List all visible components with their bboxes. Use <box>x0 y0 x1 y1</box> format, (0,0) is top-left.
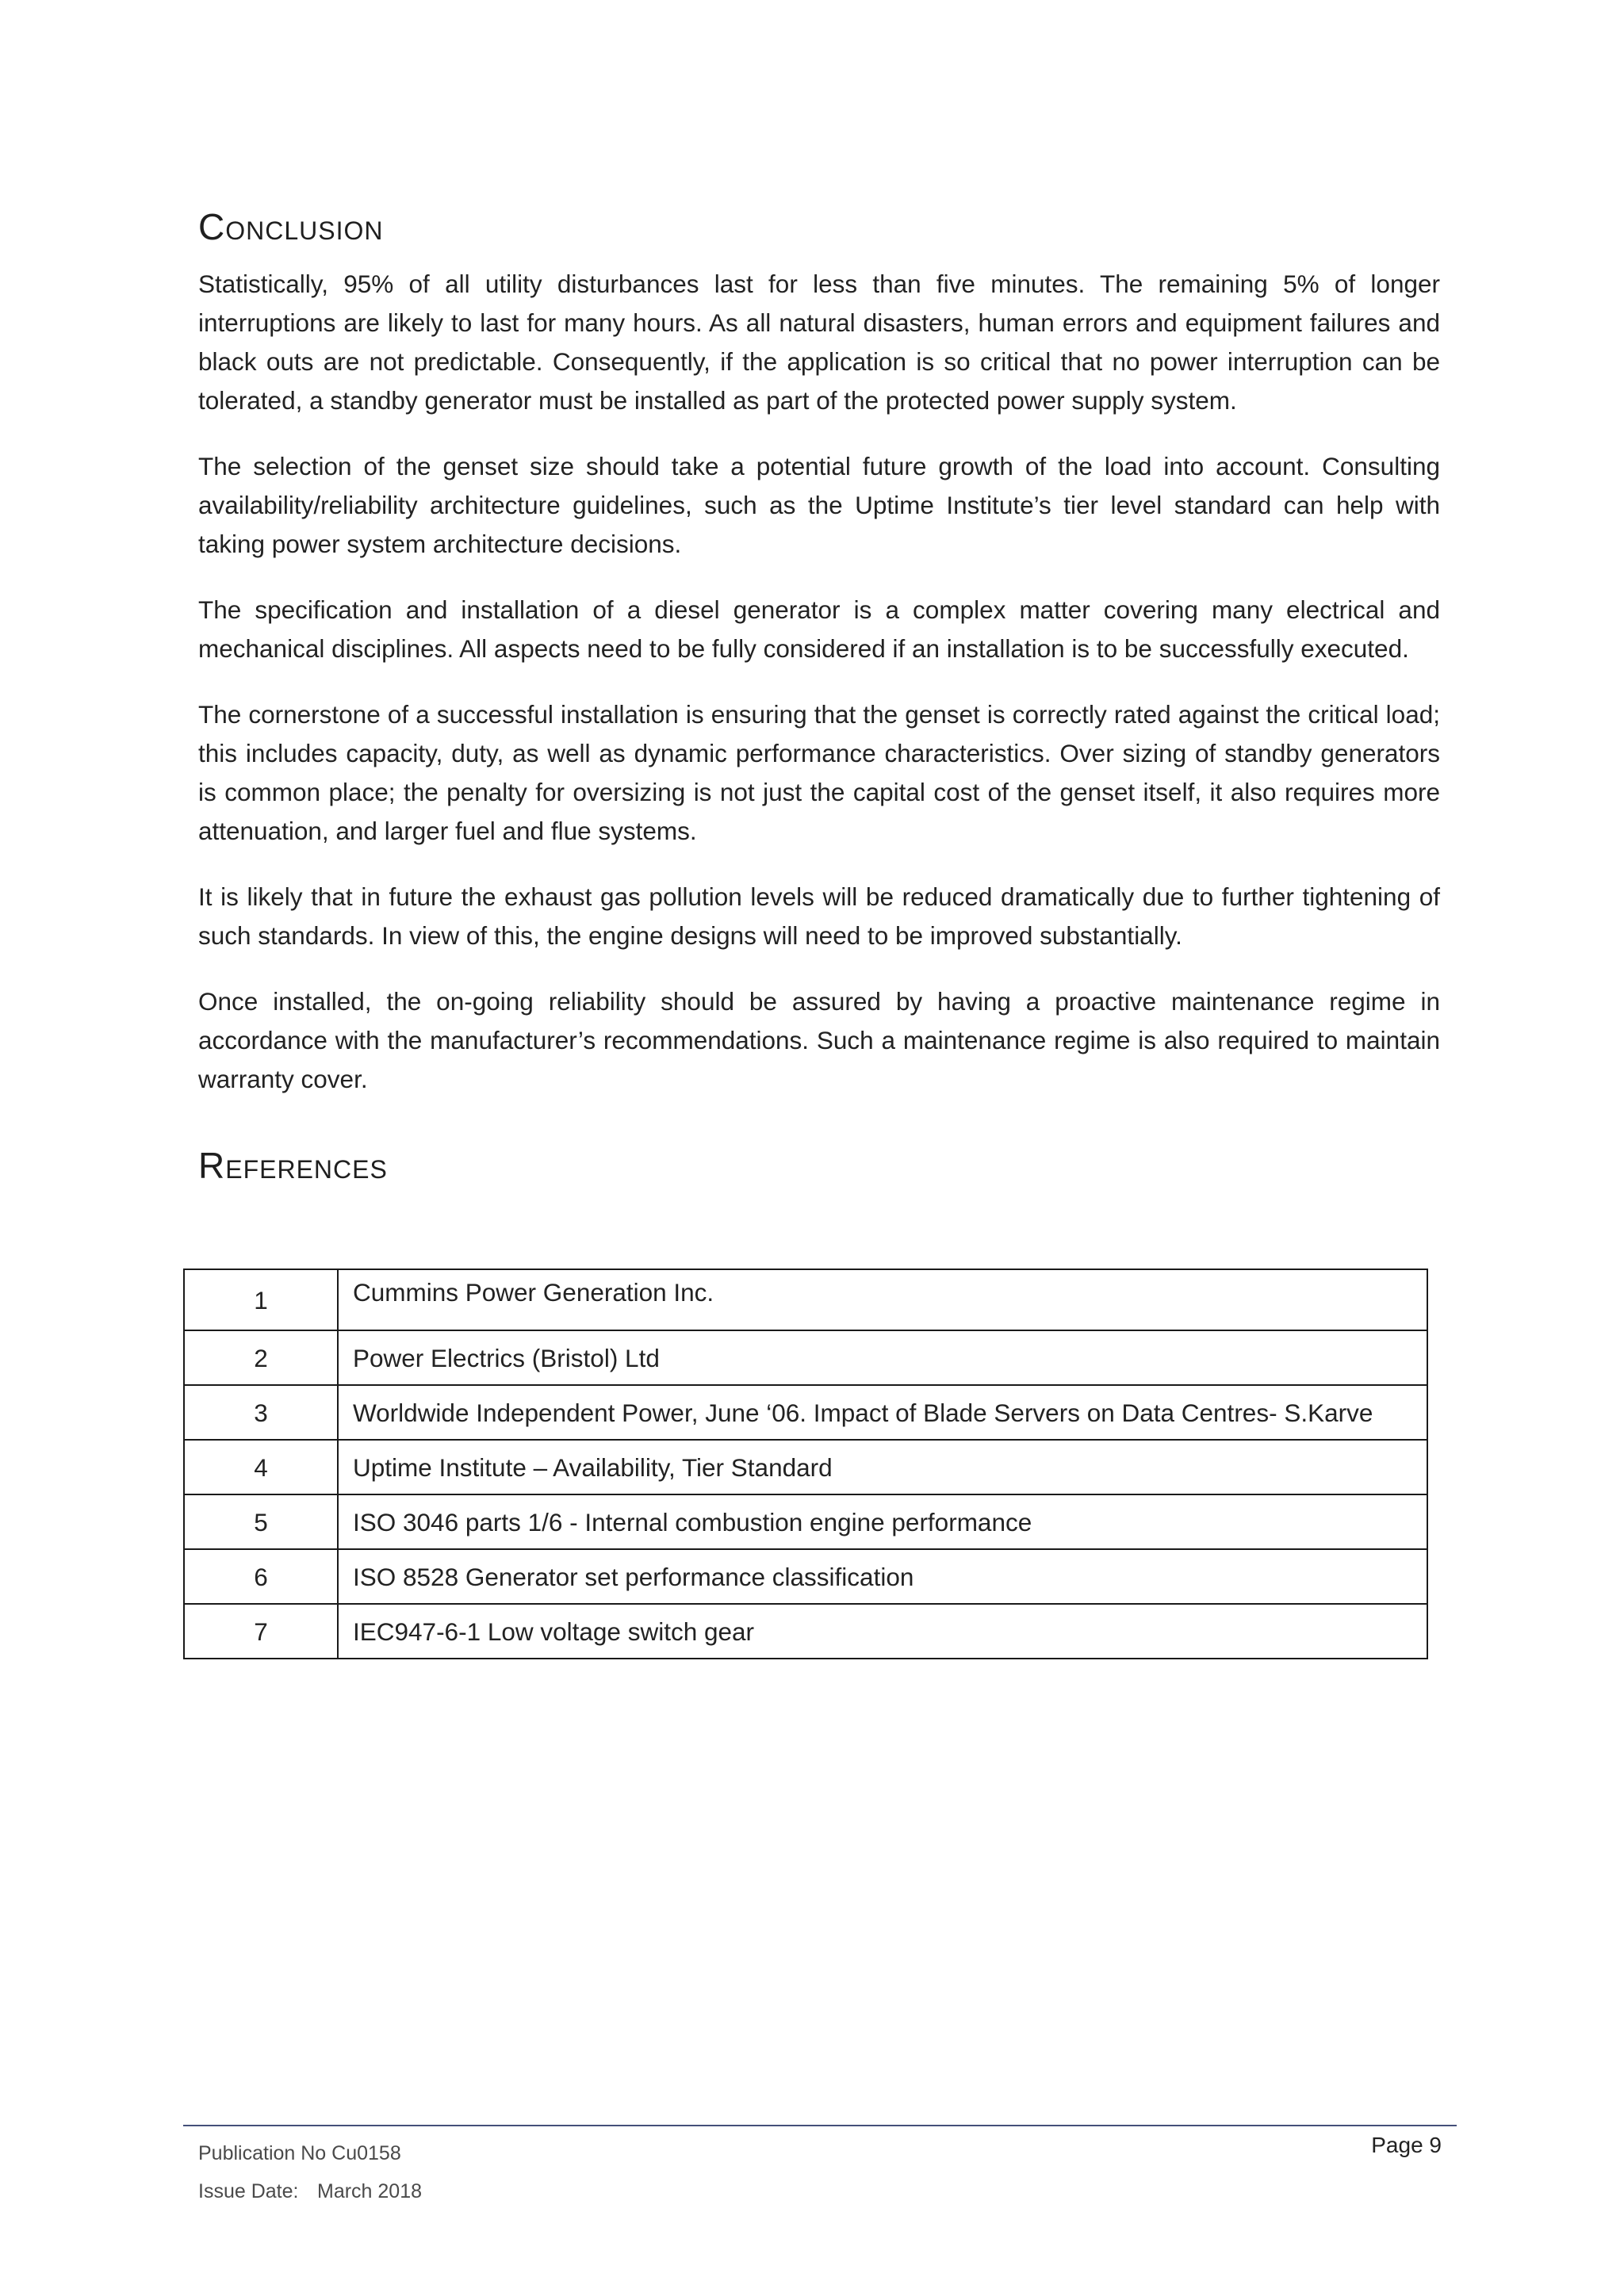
conclusion-paragraph: The specification and installation of a diesel generator is a complex matter covering many electrical and mechanical disciplines. All aspects need to be fully considered if an installation is to be successfully executed. <box>198 595 1440 663</box>
conclusion-paragraph: The cornerstone of a successful installation is ensuring that the genset is correctly rated against the critical load; this includes capacity, duty, as well as dynamic performance characteristics. Over sizing of standby generators is common place; the penalty for oversizing is not just the capital cost of the genset itself, it also requires more attenuation, and larger fuel and flue systems. <box>198 700 1440 845</box>
table-row <box>184 1604 1427 1659</box>
reference-number: 7 <box>184 1604 338 1659</box>
table-row <box>184 1385 1427 1440</box>
reference-text: Uptime Institute – Availability, Tier Standard <box>338 1440 1427 1494</box>
table-row <box>184 1549 1427 1604</box>
reference-number: 5 <box>184 1494 338 1549</box>
issue-date-value: March 2018 <box>317 2180 423 2202</box>
table-row <box>184 1440 1427 1494</box>
reference-text: Power Electrics (Bristol) Ltd <box>338 1330 1427 1385</box>
reference-number: 2 <box>184 1330 338 1385</box>
conclusion-paragraph: It is likely that in future the exhaust gas pollution levels will be reduced dramatically due to further tightening of such standards. In view of this, the engine designs will need to be improved substantially. <box>198 882 1440 950</box>
references-table <box>183 1269 1428 1659</box>
table-row <box>184 1330 1427 1385</box>
table-row <box>184 1494 1427 1549</box>
conclusion-body <box>198 265 1440 1126</box>
reference-number: 4 <box>184 1440 338 1494</box>
conclusion-heading: Conclusion <box>198 206 384 247</box>
page-number: Page 9 <box>1371 2133 1442 2157</box>
reference-text: Cummins Power Generation Inc. <box>338 1269 1427 1330</box>
footer-publication-info <box>198 2134 422 2210</box>
issue-date-line <box>198 2172 422 2210</box>
conclusion-paragraph: Once installed, the on-going reliability should be assured by having a proactive maintenance regime in accordance with the manufacturer’s recommendations. Such a maintenance regime is also required to maintain warranty cover. <box>198 987 1440 1093</box>
reference-text: ISO 8528 Generator set performance classification <box>338 1549 1427 1604</box>
publication-number: Publication No Cu0158 <box>198 2142 401 2164</box>
reference-text: Worldwide Independent Power, June ‘06. Impact of Blade Servers on Data Centres- S.Karve <box>338 1385 1427 1440</box>
reference-text: ISO 3046 parts 1/6 - Internal combustion engine performance <box>338 1494 1427 1549</box>
reference-number: 6 <box>184 1549 338 1604</box>
reference-number: 3 <box>184 1385 338 1440</box>
reference-text: IEC947-6-1 Low voltage switch gear <box>338 1604 1427 1659</box>
references-heading: References <box>198 1145 388 1186</box>
reference-number: 1 <box>184 1269 338 1330</box>
footer-divider <box>183 2125 1457 2126</box>
table-row <box>184 1269 1427 1330</box>
conclusion-paragraph: The selection of the genset size should take a potential future growth of the load into account. Consulting availability/reliability architecture guidelines, such as the Uptime Institute’s tier level standard can help with taking power system architecture decisions. <box>198 452 1440 558</box>
issue-date-label: Issue Date: <box>198 2180 299 2202</box>
conclusion-paragraph: Statistically, 95% of all utility disturbances last for less than five minutes. The remaining 5% of longer interruptions are likely to last for many hours. As all natural disasters, human errors and equipment failures and black outs are not predictable. Consequently, if the application is so critical that no power interruption can be tolerated, a standby generator must be installed as part of the protected power supply system. <box>198 270 1440 415</box>
